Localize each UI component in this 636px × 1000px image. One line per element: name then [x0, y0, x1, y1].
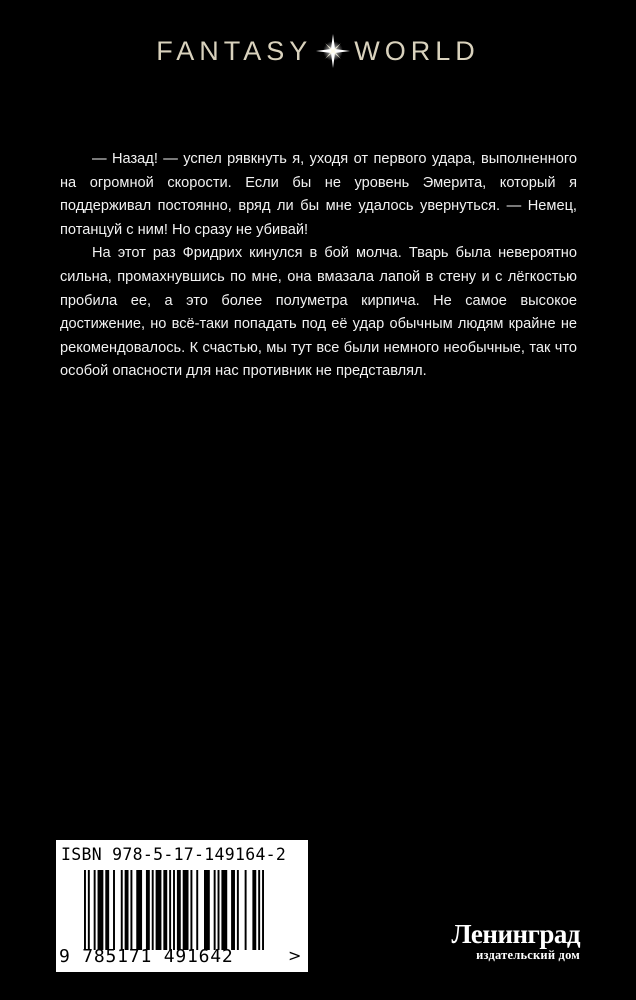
barcode-bar	[156, 870, 162, 950]
barcode-bars	[84, 870, 264, 950]
series-name-right: WORLD	[354, 35, 480, 66]
barcode-bar	[98, 870, 104, 950]
blurb-paragraph-1: — Назад! — успел рявкнуть я, уходя от первого удара, выполненного на огромной скорости. Если бы не уровень Эмерита, который я поддерживал постоянно, вряд ли бы мне удалось увернуться. — Немец, потанцуй с ним! Но сразу не убивай!	[60, 151, 577, 238]
four-point-star-icon	[316, 34, 350, 68]
barcode-bar	[169, 870, 171, 950]
barcode-bar	[146, 870, 150, 950]
publisher-subtitle: издательский дом	[476, 948, 580, 962]
back-cover-blurb	[60, 148, 577, 384]
barcode-bar	[218, 870, 220, 950]
barcode-bar	[177, 870, 181, 950]
ean-digits: 9 785171 491642	[59, 946, 234, 967]
series-name-left: FANTASY	[156, 35, 313, 66]
barcode-bar	[130, 870, 132, 950]
barcode-bar	[252, 870, 256, 950]
barcode-bar	[163, 870, 167, 950]
barcode-bar	[152, 870, 154, 950]
publisher-name: Ленинград	[451, 919, 580, 949]
isbn-number: ISBN 978-5-17-149164-2	[61, 845, 287, 864]
ean-quiet-zone-marker: >	[288, 946, 302, 965]
barcode-bar	[258, 870, 260, 950]
barcode-bar	[237, 870, 239, 950]
publisher-logo	[418, 920, 580, 962]
barcode-bar	[105, 870, 109, 950]
blurb-paragraph-2: На этот раз Фридрих кинулся в бой молча. Тварь была невероятно сильна, промахнувшись по мне, она вмазала лапой в стену и с лёгкостью пробила ее, а это более полуметра кирпича. Не самое высокое достижение, но всё-таки попадать под её удар обычным людям крайне не рекомендовалось. К счастью, мы тут все были немного необычные, так что особой опасности для нас противник не представлял.	[60, 245, 577, 380]
barcode-bar	[88, 870, 90, 950]
barcode-bar	[125, 870, 129, 950]
barcode-bar	[84, 870, 86, 950]
isbn-barcode	[56, 840, 308, 972]
barcode-bar	[204, 870, 210, 950]
barcode-bar	[190, 870, 192, 950]
barcode-bar	[183, 870, 189, 950]
barcode-bar	[196, 870, 198, 950]
barcode-bar	[214, 870, 216, 950]
barcode-bar	[94, 870, 96, 950]
barcode-bar	[113, 870, 115, 950]
barcode-bar	[173, 870, 175, 950]
barcode-bar	[121, 870, 123, 950]
barcode-bar	[221, 870, 227, 950]
barcode-bar	[231, 870, 235, 950]
barcode-bar	[245, 870, 247, 950]
barcode-bar	[262, 870, 264, 950]
barcode-bar	[136, 870, 142, 950]
series-logo	[0, 34, 636, 68]
